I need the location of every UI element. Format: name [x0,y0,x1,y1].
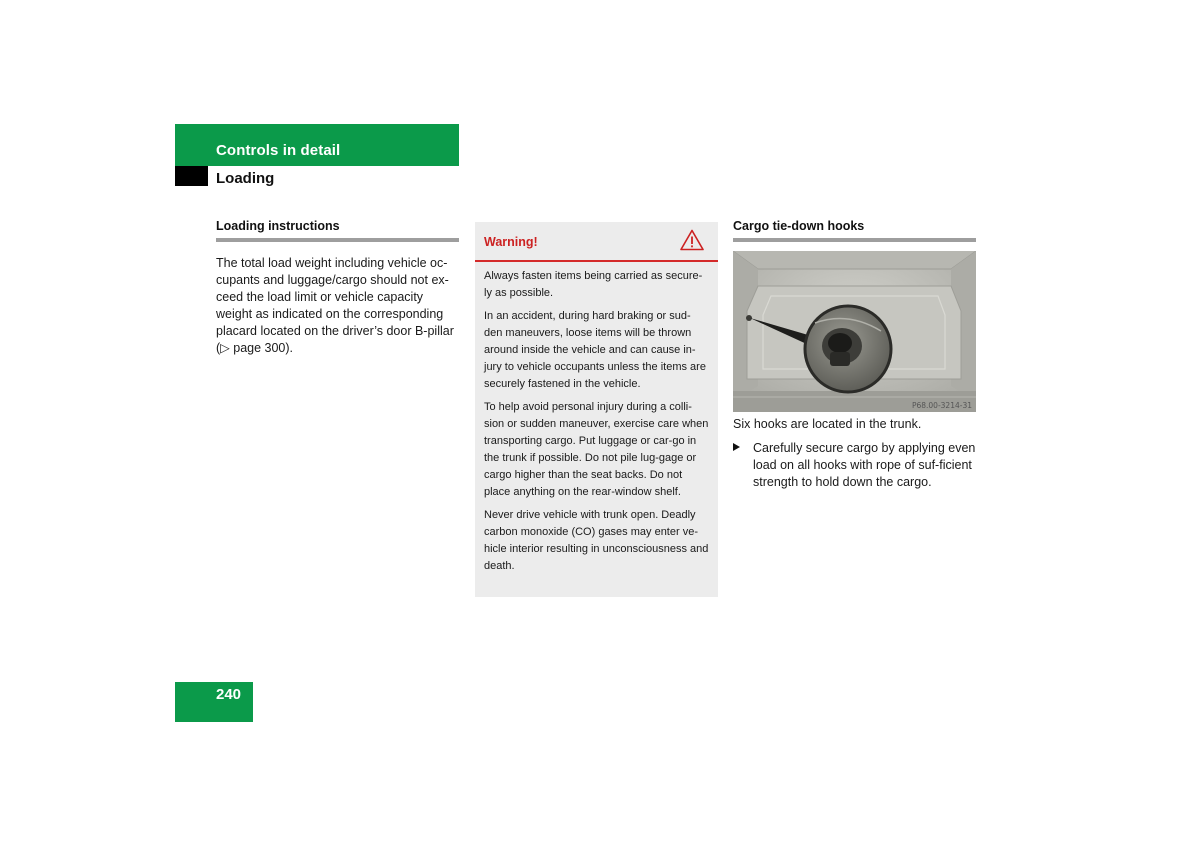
page-number-box [175,682,253,722]
warning-header [475,222,718,262]
bullet-arrow-icon [733,443,740,451]
section-title: Controls in detail [216,142,341,159]
cargo-hooks-section [733,219,976,242]
warning-paragraph: To help avoid personal injury during a colli-sion or sudden maneuver, exercise care when transporting cargo. Put luggage or car-go in the trunk if possible. Do not pile lug-gage or cargo higher than the seat backs. Do not place anything on the rear-window shelf. [484,401,709,498]
warning-paragraph: In an accident, during hard braking or sud-den maneuvers, loose items will be thrown around inside the vehicle and can cause in-jury to vehicle occupants unless the items are securely fastened in the vehicle. [484,310,706,390]
subsection-marker [175,166,208,186]
loading-instructions-text: The total load weight including vehicle oc-cupants and luggage/cargo should not ex-ceed the load limit or vehicle capacity weight as indicated on the corresponding placard located on the driver’s door B-pillar (▷ page 300). [216,256,454,355]
warning-triangle-icon [680,229,704,251]
warning-box [475,222,718,597]
warning-title: Warning! [484,235,538,249]
warning-body [475,262,718,575]
bullet-text: Carefully secure cargo by applying even load on all hooks with rope of suf-ficient strength to hold down the cargo. [753,441,976,489]
warning-paragraph: Never drive vehicle with trunk open. Deadly carbon monoxide (CO) gases may enter ve-hicle interior resulting in unconsciousness and death. [484,509,709,572]
photo-reference-code: P68.00-3214-31 [911,401,972,410]
trunk-photo [733,251,976,412]
warning-paragraph: Always fasten items being carried as secure-ly as possible. [484,270,703,299]
trunk-illustration [733,251,976,412]
page-number: 240 [216,686,242,703]
cargo-hooks-heading: Cargo tie-down hooks [733,219,976,242]
loading-instructions-section [216,219,459,357]
instruction-bullet [733,440,976,491]
subsection-title: Loading [216,170,275,187]
loading-instructions-heading: Loading instructions [216,219,459,242]
hooks-caption: Six hooks are located in the trunk. [733,417,922,431]
